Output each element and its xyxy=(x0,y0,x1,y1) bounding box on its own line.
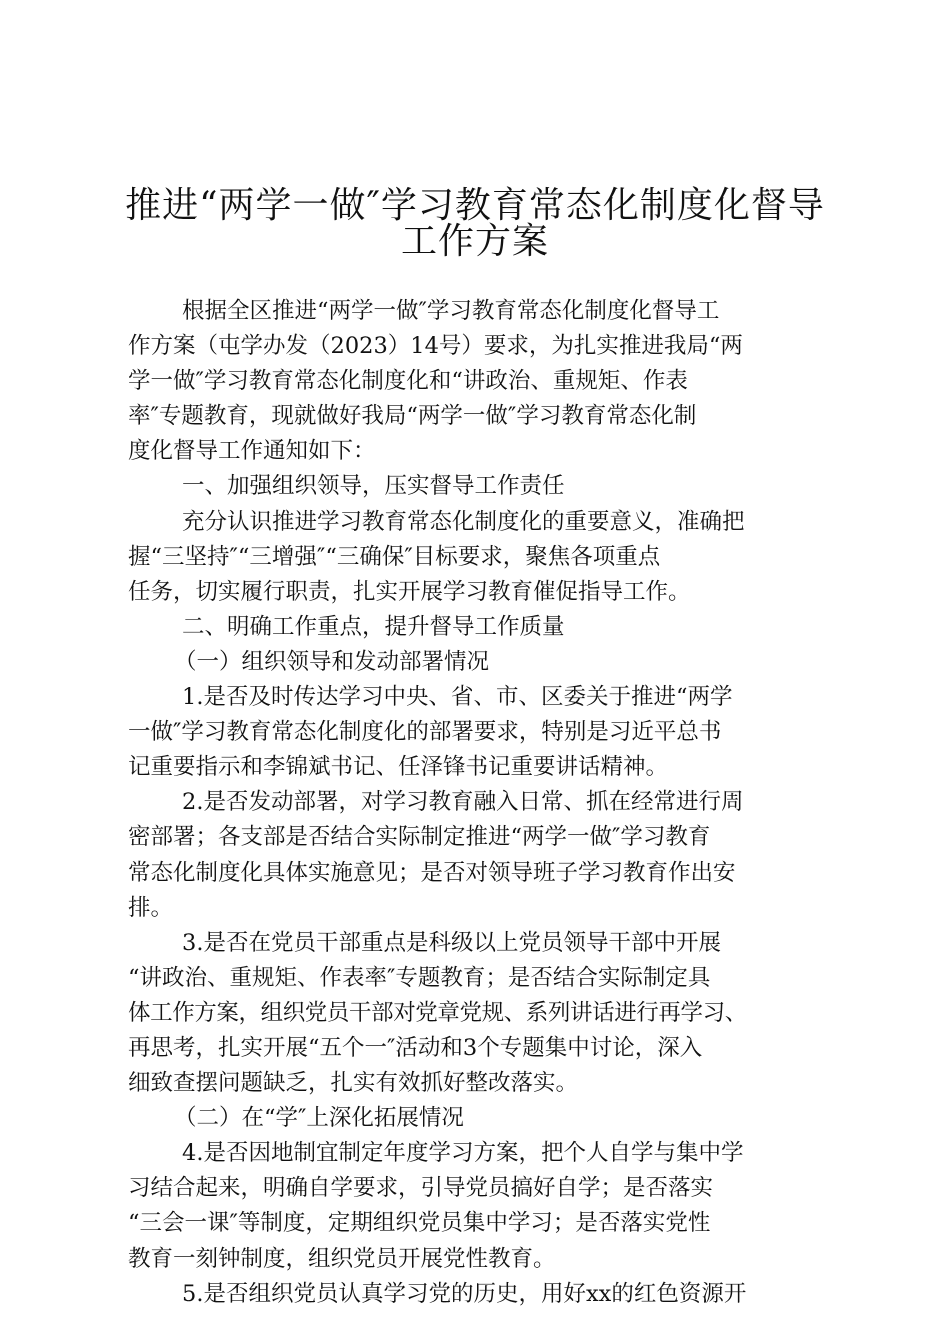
document-title-line-2: 工作方案 xyxy=(400,221,549,262)
paragraph-line: “三会一课″等制度，定期组织党员集中学习；是否落实党性 xyxy=(128,1210,711,1237)
document-title-line-1: 推进“两学一做″学习教育常态化制度化督导 xyxy=(125,185,825,226)
paragraph-line: 密部署；各支部是否结合实际制定推进“两学一做″学习教育 xyxy=(128,824,711,851)
paragraph-line: 任务，切实履行职责，扎实开展学习教育催促指导工作。 xyxy=(128,578,691,605)
subsection-heading: （一）组织领导和发动部署情况 xyxy=(174,648,490,675)
paragraph-line: 一做″学习教育常态化制度化的部署要求，特别是习近平总书 xyxy=(128,719,722,746)
paragraph-line: 3.是否在党员干部重点是科级以上党员领导干部中开展 xyxy=(182,929,721,956)
paragraph-line: 记重要指示和李锦斌书记、任泽锋书记重要讲话精神。 xyxy=(128,754,669,781)
paragraph-line: 根据全区推进“两学一做″学习教育常态化制度化督导工 xyxy=(182,298,720,324)
section-heading: 二、明确工作重点，提升督导工作质量 xyxy=(182,613,565,640)
section-heading: 一、加强组织领导，压实督导工作责任 xyxy=(182,473,565,500)
paragraph-line: 习结合起来，明确自学要求，引导党员搞好自学；是否落实 xyxy=(128,1175,714,1202)
paragraph-line: 充分认识推进学习教育常态化制度化的重要意义，准确把 xyxy=(182,508,745,535)
paragraph-line: 2.是否发动部署，对学习教育融入日常、抓在经常进行周 xyxy=(182,789,744,816)
document-body xyxy=(128,294,820,1312)
subsection-heading: （二）在“学″上深化拓展情况 xyxy=(174,1105,464,1132)
paragraph-line: 教育一刻钟制度，组织党员开展党性教育。 xyxy=(128,1245,556,1272)
paragraph-line: 再思考，扎实开展“五个一″活动和3个专题集中讨论，深入 xyxy=(128,1034,703,1061)
paragraph-line: 5.是否组织党员认真学习党的历史，用好xx的红色资源开 xyxy=(182,1280,747,1307)
paragraph-line: 常态化制度化具体实施意见；是否对领导班子学习教育作出安 xyxy=(128,859,736,886)
paragraph-line: 4.是否因地制宜制定年度学习方案，把个人自学与集中学 xyxy=(182,1140,744,1167)
paragraph-line: 作方案（屯学办发（2023）14号）要求，为扎实推进我局“两 xyxy=(128,333,743,360)
paragraph-line: 细致查摆问题缺乏，扎实有效抓好整改落实。 xyxy=(128,1070,579,1097)
paragraph-line: 度化督导工作通知如下： xyxy=(128,438,376,465)
paragraph-line: 排。 xyxy=(128,894,174,921)
paragraph-line: 学一做″学习教育常态化制度化和“讲政治、重规矩、作表 xyxy=(128,368,688,395)
paragraph-line: 握“三坚持″“三增强″“三确保″目标要求，聚焦各项重点 xyxy=(128,543,661,570)
paragraph-line: “讲政治、重规矩、作表率″专题教育；是否结合实际制定具 xyxy=(128,964,711,991)
paragraph-line: 1.是否及时传达学习中央、省、市、区委关于推进“两学 xyxy=(182,684,733,711)
paragraph-line: 体工作方案，组织党员干部对党章党规、系列讲话进行再学习、 xyxy=(128,999,747,1026)
paragraph-line: 率″专题教育，现就做好我局“两学一做″学习教育常态化制 xyxy=(128,403,697,430)
